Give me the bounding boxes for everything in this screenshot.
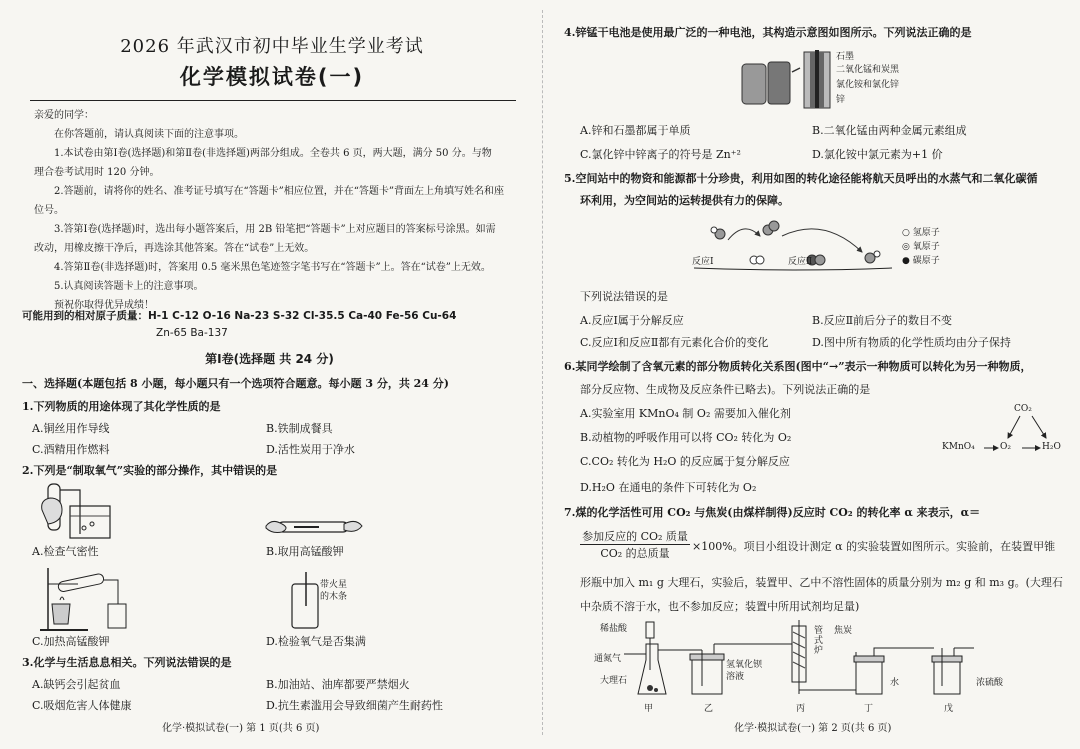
battery-label-zinc: 锌: [836, 95, 846, 105]
q3-option-a: A.缺钙会引起贫血: [32, 678, 121, 691]
label-dilute-hcl: 稀盐酸: [600, 624, 628, 634]
q1-option-a: A.铜丝用作导线: [32, 422, 110, 435]
apparatus-label-wu: 戊: [944, 704, 954, 714]
q4-option-d: D.氯化铵中氯元素为+1 价: [812, 148, 943, 161]
q6-option-a: A.实验室用 KMnO₄ 制 O₂ 需要加入催化剂: [580, 407, 791, 420]
q4-option-b: B.二氧化锰由两种金属元素组成: [812, 124, 967, 137]
label-marble: 大理石: [600, 676, 628, 686]
q2-option-b: B.取用高锰酸钾: [266, 545, 344, 558]
notice-line: 4.答第Ⅱ卷(非选择题)时，答案用 0.5 毫米黑色笔迹签字笔书写在“答题卡”上。答在“试卷”上无效。: [54, 262, 491, 273]
title-rule: [30, 100, 516, 101]
legend-carbon: ● 碳原子: [902, 256, 940, 266]
battery-figure: [738, 48, 838, 112]
q1-option-d: D.活性炭用于净水: [266, 443, 355, 456]
page-1-footer: 化学·模拟试卷(一) 第 1 页(共 6 页): [162, 723, 320, 734]
label-coke: 焦炭: [834, 626, 853, 636]
part-1-title: 第Ⅰ卷(选择题 共 24 分): [205, 352, 334, 366]
atomic-mass-line1: 可能用到的相对原子质量：H-1 C-12 O-16 Na-23 S-32 Cl-35.5 Ca-40 Fe-56 Cu-64: [22, 310, 457, 322]
notice-line: 亲爱的同学：: [34, 110, 94, 121]
notice-line: 在你答题前，请认真阅读下面的注意事项。: [54, 129, 244, 140]
notice-line: 1.本试卷由第Ⅰ卷(选择题)和第Ⅱ卷(非选择题)两部分组成。全卷共 6 页，两大题，满分 50 分。与物: [54, 148, 492, 159]
reaction-1-label: 反应Ⅰ: [692, 257, 714, 267]
notice-line: 2.答题前，请将你的姓名、准考证号填写在“答题卡”相应位置，并在“答题卡”背面左上角填写姓名和座: [54, 186, 504, 197]
label-nitrogen: 通氮气: [594, 654, 622, 664]
q6-stem-1: 6.某同学绘制了含氧元素的部分物质转化关系图(图中“→”表示一种物质可以转化为另一种物质，: [564, 360, 1032, 373]
q5-stem-2: 环利用，为空间站的运转提供有力的保障。: [580, 194, 789, 207]
q1-stem: 1.下列物质的用途体现了其化学性质的是: [22, 400, 221, 413]
q6-option-d: D.H₂O 在通电的条件下可转化为 O₂: [580, 481, 757, 494]
q5-option-d: D.图中所有物质的化学性质均由分子保持: [812, 336, 1011, 349]
page-divider: [542, 10, 543, 735]
label-baoh2: 氢氧化钡: [726, 660, 763, 670]
notice-line: 理合卷考试用时 120 分钟。: [34, 167, 160, 178]
legend-oxygen: ◎ 氧原子: [902, 242, 940, 252]
q1-option-c: C.酒精用作燃料: [32, 443, 110, 456]
page-1: [22, 0, 522, 749]
node-h2o: H₂O: [1042, 442, 1061, 452]
notice-block: [30, 106, 520, 315]
take-kmno4-figure: [264, 514, 364, 540]
q4-option-c: C.氯化锌中锌离子的符号是 Zn⁺²: [580, 148, 741, 161]
apparatus-label-yi: 乙: [704, 704, 714, 714]
apparatus-label-ding: 丁: [864, 704, 874, 714]
section-title: 一、选择题(本题包括 8 小题，每小题只有一个选项符合题意。每小题 3 分，共 24 分): [22, 377, 449, 390]
formula-denominator: CO₂ 的总质量: [600, 547, 670, 560]
q1-option-b: B.铁制成餐具: [266, 422, 333, 435]
q7-stem-3: 形瓶中加入 m₁ g 大理石，实验后，装置甲、乙中不溶性固体的质量分别为 m₂ g 和 m₃ g。(大理石: [580, 576, 1063, 589]
node-kmno4: KMnO₄: [942, 442, 975, 452]
legend-oxygen-label: 氧原子: [912, 242, 940, 252]
q2-option-a: A.检查气密性: [32, 545, 99, 558]
glowing-splint-label-1: 带火星: [320, 580, 348, 590]
apparatus-label-bing: 丙: [796, 704, 806, 714]
q3-option-d: D.抗生素滥用会导致细菌产生耐药性: [266, 699, 443, 712]
q4-stem: 4.锌锰干电池是使用最广泛的一种电池，其构造示意图如图所示。下列说法正确的是: [564, 26, 972, 39]
q6-option-c: C.CO₂ 转化为 H₂O 的反应属于复分解反应: [580, 455, 790, 468]
label-tube-furnace: 管式炉: [814, 626, 824, 656]
q6-stem-2: 部分反应物、生成物及反应条件已略去)。下列说法正确的是: [580, 383, 871, 396]
notice-line: 位号。: [34, 205, 64, 216]
q5-option-c: C.反应Ⅰ和反应Ⅱ都有元素化合价的变化: [580, 336, 769, 349]
q2-stem: 2.下列是“制取氧气”实验的部分操作，其中错误的是: [22, 464, 278, 477]
q5-stem-1: 5.空间站中的物资和能源都十分珍贵，利用如图的转化途径能将航天员呼出的水蒸气和二氧化碳循: [564, 172, 1038, 185]
notice-line: 5.认真阅读答题卡上的注意事项。: [54, 281, 204, 292]
legend-hydrogen-label: 氢原子: [912, 228, 940, 238]
node-o2: O₂: [1000, 442, 1011, 452]
q6-option-b: B.动植物的呼吸作用可以将 CO₂ 转化为 O₂: [580, 431, 792, 444]
notice-line: 改动，用橡皮擦干净后，再选涂其他答案。答在“试卷”上无效。: [34, 243, 315, 254]
q2-option-d: D.检验氧气是否集满: [266, 635, 366, 648]
q5-option-a: A.反应Ⅰ属于分解反应: [580, 314, 684, 327]
notice-line: 预祝你取得优异成绩！: [54, 300, 154, 311]
label-solution: 溶液: [726, 672, 745, 682]
node-co2: CO₂: [1014, 404, 1032, 414]
apparatus-label-jia: 甲: [644, 704, 654, 714]
label-water: 水: [890, 678, 900, 688]
battery-label-mno2: 二氧化锰和炭黑: [836, 65, 900, 75]
legend-carbon-label: 碳原子: [912, 256, 940, 266]
exam-title: 2026 年武汉市初中毕业生学业考试: [120, 36, 424, 57]
notice-line: 3.答第Ⅰ卷(选择题)时，选出每小题答案后，用 2B 铅笔把“答题卡”上对应题目的答案标号涂黑。如需: [54, 224, 496, 235]
q3-option-b: B.加油站、油库都要严禁烟火: [266, 678, 410, 691]
q2-option-c: C.加热高锰酸钾: [32, 635, 110, 648]
q7-stem-4: 中杂质不溶于水，也不参加反应；装置中所用试剂均足量): [580, 600, 860, 613]
page-2: [564, 0, 1064, 749]
q5-stem-3: 下列说法错误的是: [580, 290, 668, 303]
q3-option-c: C.吸烟危害人体健康: [32, 699, 132, 712]
atomic-mass-info: [22, 310, 517, 340]
airtightness-check-figure: [40, 480, 150, 542]
battery-label-nh4cl: 氯化铵和氯化锌: [836, 80, 900, 90]
formula-numerator: 参加反应的 CO₂ 质量: [580, 530, 690, 545]
battery-label-graphite: 石墨: [836, 52, 855, 62]
q4-option-a: A.锌和石墨都属于单质: [580, 124, 691, 137]
heat-kmno4-figure: [38, 564, 128, 634]
q5-option-b: B.反应Ⅱ前后分子的数目不变: [812, 314, 953, 327]
page-2-footer: 化学·模拟试卷(一) 第 2 页(共 6 页): [734, 723, 892, 734]
paper-title: 化学模拟试卷(一): [179, 65, 365, 89]
q7-stem-1: 7.煤的化学活性可用 CO₂ 与焦炭(由煤样制得)反应时 CO₂ 的转化率 α 来表示，α＝: [564, 506, 981, 519]
atomic-mass-line2: Zn-65 Ba-137: [156, 327, 228, 340]
label-conc-h2so4: 浓硫酸: [976, 678, 1004, 688]
reaction-2-label: 反应Ⅱ: [788, 257, 813, 267]
glowing-splint-label-2: 的木条: [320, 592, 348, 602]
q3-stem: 3.化学与生活息息相关。下列说法错误的是: [22, 656, 232, 669]
q7-stem-2: ×100%。项目小组设计测定 α 的实验装置如图所示。实验前，在装置甲锥: [692, 540, 1056, 553]
legend-hydrogen: ○ 氢原子: [902, 228, 940, 238]
